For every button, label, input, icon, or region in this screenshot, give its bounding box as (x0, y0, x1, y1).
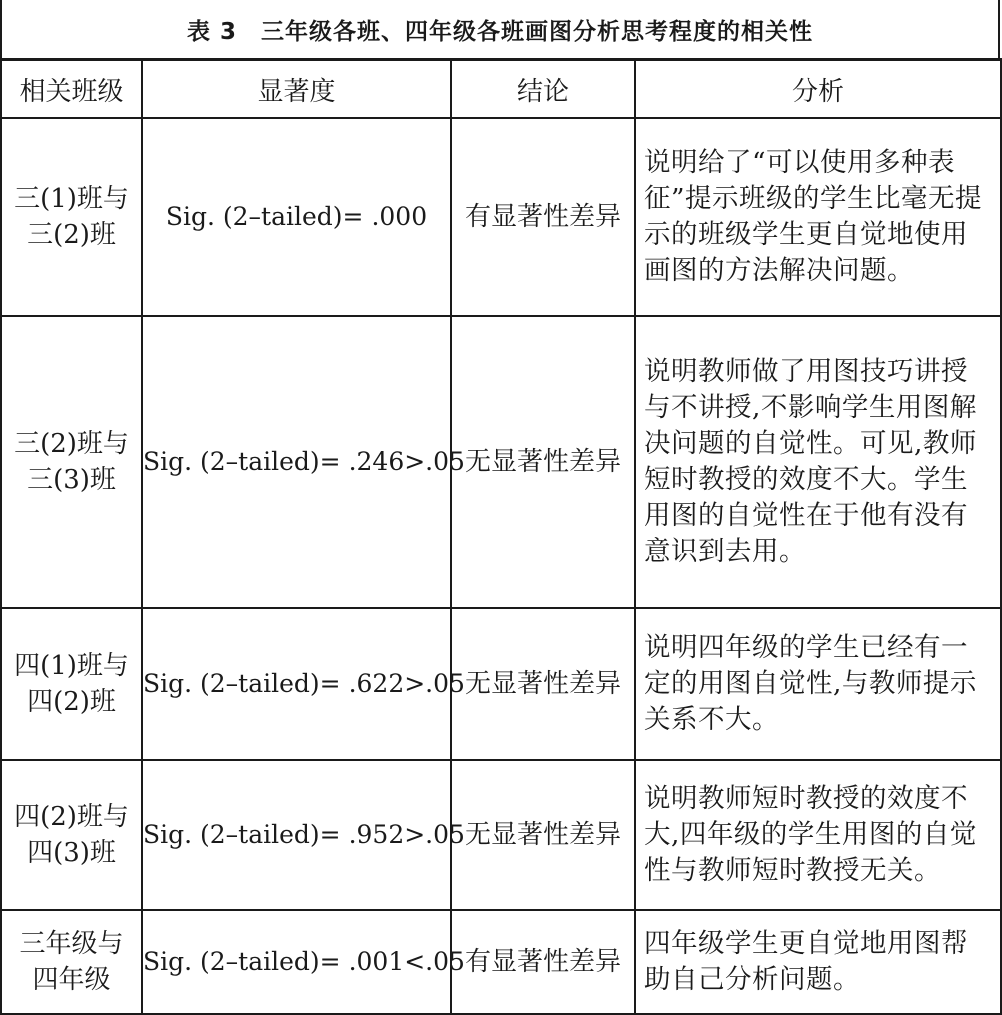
significance-cell: Sig. (2–tailed)= .952>.05 (142, 760, 451, 910)
class-pair-line2: 四(2)班 (27, 687, 116, 717)
class-pair-line1: 三年级与 (19, 929, 124, 959)
table-title: 表 3 三年级各班、四年级各班画图分析思考程度的相关性 (0, 0, 1000, 58)
significance-cell: Sig. (2–tailed)= .001<.05 (142, 910, 451, 1014)
table-row (1, 118, 1001, 316)
class-pair-cell (1, 760, 142, 910)
analysis-cell: 说明教师做了用图技巧讲授与不讲授,不影响学生用图解决问题的自觉性。可见,教师短时教授的效度不大。学生用图的自觉性在于他有没有意识到去用。 (635, 316, 1001, 608)
class-pair-line1: 四(1)班与 (14, 651, 129, 681)
conclusion-cell: 无显著性差异 (451, 608, 635, 760)
analysis-cell: 说明教师短时教授的效度不大,四年级的学生用图的自觉性与教师短时教授无关。 (635, 760, 1001, 910)
analysis-cell: 说明四年级的学生已经有一定的用图自觉性,与教师提示关系不大。 (635, 608, 1001, 760)
header-row (1, 60, 1001, 119)
class-pair-cell (1, 608, 142, 760)
analysis-cell: 四年级学生更自觉地用图帮助自己分析问题。 (635, 910, 1001, 1014)
table-row (1, 316, 1001, 608)
table-row (1, 910, 1001, 1014)
significance-cell: Sig. (2–tailed)= .622>.05 (142, 608, 451, 760)
conclusion-cell: 无显著性差异 (451, 760, 635, 910)
correlation-table (0, 58, 1002, 1015)
class-pair-line2: 四(3)班 (27, 838, 116, 868)
class-pair-line2: 三(3)班 (27, 465, 116, 495)
analysis-cell: 说明给了“可以使用多种表征”提示班级的学生比毫无提示的班级学生更自觉地使用画图的方法解决问题。 (635, 118, 1001, 316)
class-pair-cell (1, 316, 142, 608)
class-pair-line1: 三(2)班与 (14, 429, 129, 459)
header-analysis: 分析 (635, 60, 1001, 119)
class-pair-line2: 四年级 (32, 965, 111, 995)
conclusion-cell: 无显著性差异 (451, 316, 635, 608)
class-pair-cell (1, 118, 142, 316)
class-pair-line2: 三(2)班 (27, 220, 116, 250)
significance-cell: Sig. (2–tailed)= .246>.05 (142, 316, 451, 608)
table-row (1, 608, 1001, 760)
header-significance: 显著度 (142, 60, 451, 119)
header-conclusion: 结论 (451, 60, 635, 119)
conclusion-cell: 有显著性差异 (451, 118, 635, 316)
significance-cell: Sig. (2–tailed)= .000 (142, 118, 451, 316)
class-pair-line1: 四(2)班与 (14, 802, 129, 832)
table-row (1, 760, 1001, 910)
class-pair-line1: 三(1)班与 (14, 184, 129, 214)
header-class-pair: 相关班级 (1, 60, 142, 119)
class-pair-cell (1, 910, 142, 1014)
conclusion-cell: 有显著性差异 (451, 910, 635, 1014)
